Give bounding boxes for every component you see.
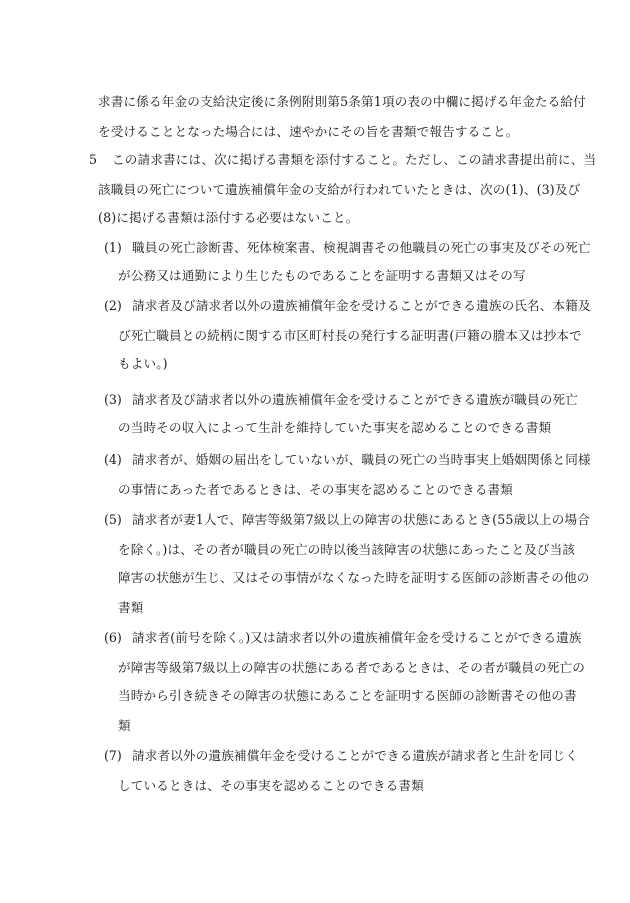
section-line-2: 該職員の死亡について遺族補償年金の支給が行われていたときは、次の(1)、(3)及び (98, 182, 581, 197)
item-line: 請求者及び請求者以外の遺族補償年金を受けることができる遺族が職員の死亡 (132, 392, 579, 407)
item-line: び死亡職員との続柄に関する市区町村長の発行する証明書(戸籍の謄本又は抄本で (118, 328, 582, 343)
item-label: (1) (104, 240, 122, 255)
item-line: が障害等級第7級以上の障害の状態にある者であるときは、その者が職員の死亡の (118, 660, 585, 675)
section-line-1: この請求書には、次に掲げる書類を添付すること。ただし、この請求書提出前に、当 (112, 152, 597, 167)
item-label: (5) (104, 512, 122, 527)
item-line: しているときは、その事実を認めることのできる書類 (118, 778, 424, 793)
item-line: 請求者及び請求者以外の遺族補償年金を受けることができる遺族の氏名、本籍及 (132, 298, 591, 313)
item-line: 請求者(前号を除く。)又は請求者以外の遺族補償年金を受けることができる遺族 (132, 630, 582, 645)
intro-line-1: 求書に係る年金の支給決定後に条例附則第5条第1項の表の中欄に掲げる年金たる給付 (98, 94, 586, 109)
item-line: が公務又は通勤により生じたものであることを証明する書類又はその写 (118, 268, 526, 283)
item-line: 請求者以外の遺族補償年金を受けることができる遺族が請求者と生計を同じく (132, 748, 579, 763)
item-line: 障害の状態が生じ、又はその事情がなくなった時を証明する医師の診断書その他の (118, 570, 590, 585)
item-line: の当時その収入によって生計を維持していた事実を認めることのできる書類 (118, 420, 552, 435)
item-line: 請求者が、婚姻の届出をしていないが、職員の死亡の当時事実上婚姻関係と同様 (132, 452, 591, 467)
intro-line-2: を受けることとなった場合には、速やかにその旨を書類で報告すること。 (98, 124, 519, 139)
item-line: 類 (118, 718, 131, 733)
item-label: (2) (104, 298, 122, 313)
item-label: (3) (104, 392, 122, 407)
item-line: もよい。) (118, 356, 168, 371)
item-line: 当時から引き続きその障害の状態にあることを証明する医師の診断書その他の書 (118, 688, 577, 703)
item-label: (7) (104, 748, 122, 763)
item-label: (6) (104, 630, 122, 645)
item-line: 職員の死亡診断書、死体検案書、検視調書その他職員の死亡の事実及びその死亡 (132, 240, 591, 255)
item-label: (4) (104, 452, 122, 467)
item-line: を除く。)は、その者が職員の死亡の時以後当該障害の状態にあったこと及び当該 (118, 542, 576, 557)
item-line: 請求者が妻1人で、障害等級第7級以上の障害の状態にあるとき(55歳以上の場合 (132, 512, 591, 527)
item-line: 書類 (118, 600, 144, 615)
section-number: 5 (89, 152, 98, 167)
item-line: の事情にあった者であるときは、その事実を認めることのできる書類 (118, 482, 513, 497)
section-line-3: (8)に掲げる書類は添付する必要はないこと。 (98, 210, 359, 225)
